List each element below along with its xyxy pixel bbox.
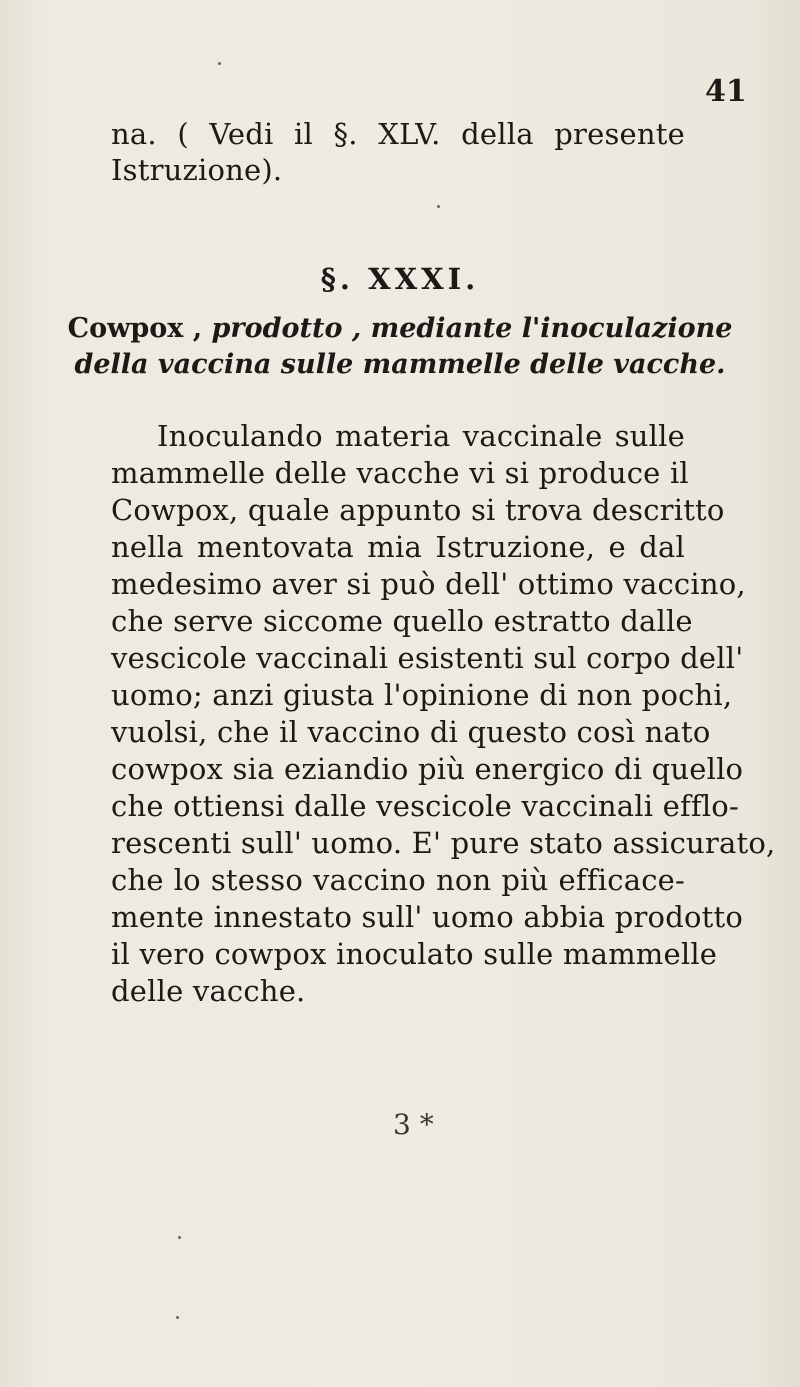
title-cowpox: Cowpox ,	[67, 313, 203, 344]
paper-speck	[437, 205, 440, 208]
intro-line-2: Istruzione).	[111, 153, 283, 187]
paragraph-line-8: uomo; anzi giusta l'opinione di non pochi,	[111, 678, 733, 712]
paragraph-line-12: rescenti sull' uomo. E' pure stato assicurato,	[111, 826, 776, 860]
paragraph-line-16: delle vacche.	[111, 974, 306, 1008]
paragraph-line-10: cowpox sia eziandio più energico di quello	[111, 752, 744, 786]
section-title-line-1	[0, 312, 800, 346]
title-line-1-rest: prodotto , mediante l'inoculazione	[211, 313, 733, 344]
paragraph-line-6: che serve siccome quello estratto dalle	[111, 604, 693, 638]
section-heading: §. XXXI.	[320, 262, 480, 296]
paragraph-line-3: Cowpox, quale appunto si trova descritto	[111, 493, 725, 527]
intro-line-1: na. ( Vedi il §. XLV. della presente	[111, 117, 685, 151]
paragraph-line-1: Inoculando materia vaccinale sulle	[157, 419, 685, 453]
paragraph-line-5: medesimo aver si può dell' ottimo vaccino,	[111, 567, 746, 601]
section-title-line-2: della vaccina sulle mammelle delle vacche.	[74, 349, 726, 380]
paragraph-line-4: nella mentovata mia Istruzione, e dal	[111, 530, 685, 564]
paper-speck	[178, 1236, 181, 1239]
signature-mark: 3 *	[393, 1108, 434, 1141]
paragraph-line-14: mente innestato sull' uomo abbia prodotto	[111, 900, 744, 934]
page-number: 41	[705, 74, 747, 109]
paper-speck	[176, 1316, 179, 1319]
paragraph-line-15: il vero cowpox inoculato sulle mammelle	[111, 937, 718, 971]
paragraph-line-11: che ottiensi dalle vescicole vaccinali efflo-	[111, 789, 739, 823]
paper-speck	[218, 62, 221, 65]
paragraph-line-9: vuolsi, che il vaccino di questo così nato	[111, 715, 711, 749]
paragraph-line-7: vescicole vaccinali esistenti sul corpo dell'	[111, 641, 744, 675]
paragraph-line-13: che lo stesso vaccino non più efficace-	[111, 863, 685, 897]
paragraph-line-2: mammelle delle vacche vi si produce il	[111, 456, 689, 490]
